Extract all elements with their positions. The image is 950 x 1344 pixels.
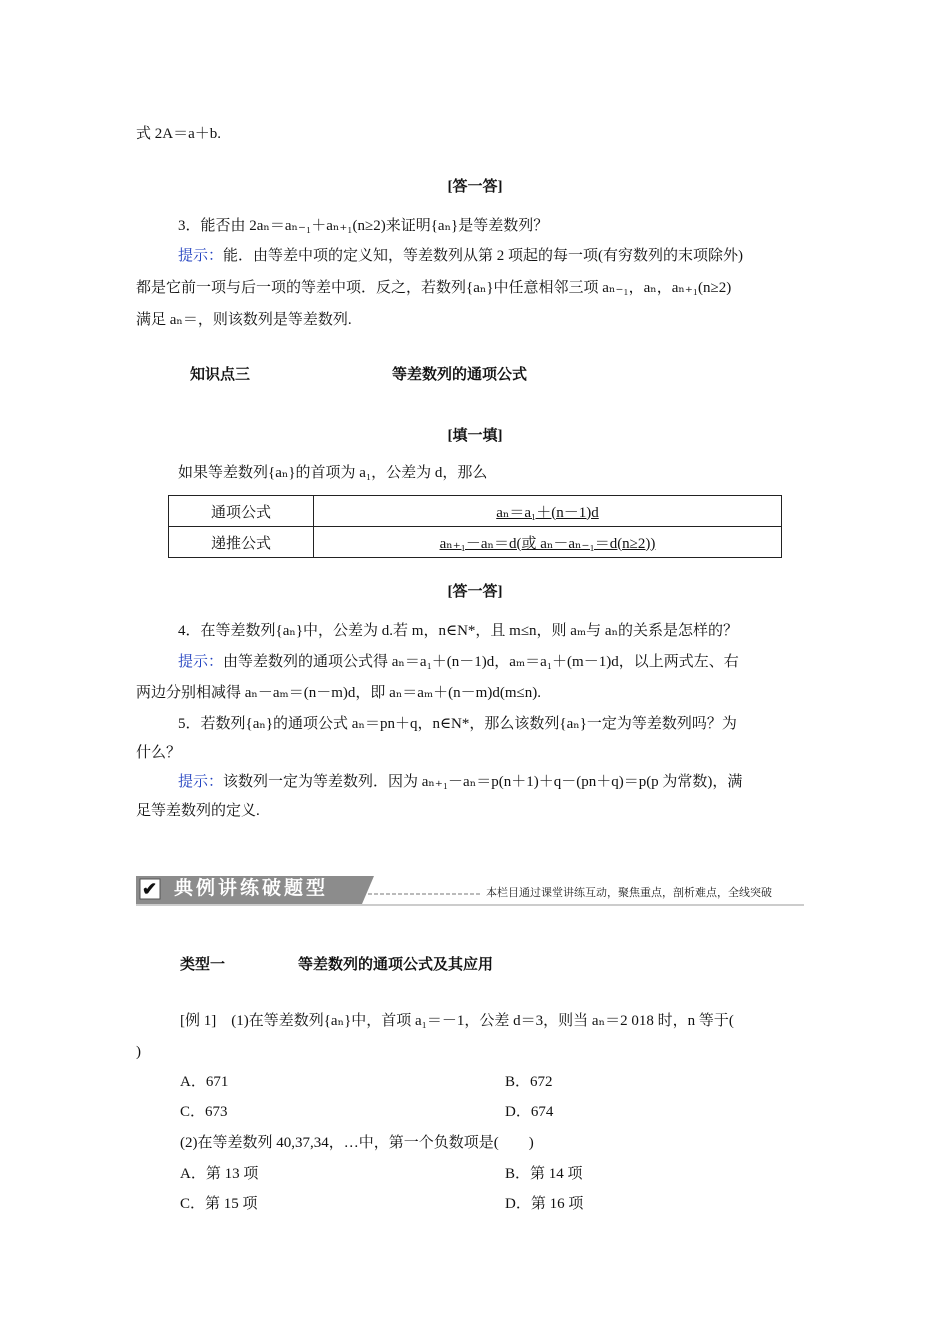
question-4: 4．在等差数列{aₙ}中，公差为 d.若 m，n∈N*，且 m≤n，则 aₘ与 aₙ的关系是怎样的？ bbox=[178, 623, 739, 639]
option-b: B．第 14 项 bbox=[505, 1166, 583, 1182]
fill-intro: 如果等差数列{aₙ}的首项为 a₁，公差为 d，那么 bbox=[178, 465, 488, 481]
knowledge-point-title: 等差数列的通项公式 bbox=[392, 366, 528, 383]
continued-text: 式 2A＝a＋b. bbox=[136, 126, 221, 142]
option-c: C．第 15 项 bbox=[180, 1196, 258, 1212]
type-label: 类型一 bbox=[180, 956, 226, 973]
knowledge-point-label: 知识点三 bbox=[190, 366, 251, 383]
table-row bbox=[169, 496, 782, 527]
formula-value: aₙ＝a₁＋(n－1)d bbox=[314, 496, 782, 527]
hint-label: 提示： bbox=[178, 248, 224, 264]
banner-subtitle: 本栏目通过课堂讲练互动，聚焦重点，剖析难点，全线突破 bbox=[486, 887, 772, 899]
option-a: A．第 13 项 bbox=[180, 1166, 259, 1182]
option-b: B．672 bbox=[505, 1074, 553, 1090]
hint-5-line-2: 足等差数列的定义. bbox=[136, 803, 260, 819]
type-title: 等差数列的通项公式及其应用 bbox=[298, 956, 494, 973]
hint-3-line-1: 提示：能．由等差中项的定义知，等差数列从第 2 项起的每一项(有穷数列的末项除外) bbox=[178, 248, 744, 264]
section-heading-answer: [答一答] bbox=[447, 179, 503, 195]
hint-label: 提示： bbox=[178, 654, 224, 670]
formula-value: aₙ₊₁－aₙ＝d(或 aₙ－aₙ₋₁＝d(n≥2)) bbox=[314, 527, 782, 558]
hint-label: 提示： bbox=[178, 774, 224, 790]
example-1-line-2: ) bbox=[136, 1044, 141, 1060]
option-d: D．674 bbox=[505, 1104, 554, 1120]
question-5-line-2: 什么？ bbox=[136, 745, 182, 761]
option-d: D．第 16 项 bbox=[505, 1196, 584, 1212]
banner-title: 典例讲练破题型 bbox=[174, 878, 329, 899]
option-c: C．673 bbox=[180, 1104, 228, 1120]
section-heading-fill: [填一填] bbox=[447, 428, 503, 444]
question-3: 3．能否由 2aₙ＝aₙ₋₁＋aₙ₊₁(n≥2)来证明{aₙ}是等差数列？ bbox=[178, 218, 549, 234]
hint-4-line-2: 两边分别相减得 aₙ－aₘ＝(n－m)d，即 aₙ＝aₘ＋(n－m)d(m≤n). bbox=[136, 685, 541, 701]
hint-5-line-1: 提示：该数列一定为等差数列．因为 aₙ₊₁－aₙ＝p(n＋1)＋q－(pn＋q)＝p(p 为常数)，满 bbox=[178, 774, 743, 790]
formula-table bbox=[168, 495, 782, 558]
section-heading-answer: [答一答] bbox=[447, 584, 503, 600]
table-row bbox=[169, 527, 782, 558]
hint-3-line-3: 满足 aₙ＝，则该数列是等差数列. bbox=[136, 312, 352, 328]
example-1-line-1: [例 1] (1)在等差数列{aₙ}中，首项 a₁＝－1，公差 d＝3，则当 aₙ＝2 018 时，n 等于( bbox=[180, 1013, 734, 1029]
option-a: A．671 bbox=[180, 1074, 229, 1090]
example-1-part-2: (2)在等差数列 40,37,34，…中，第一个负数项是( ) bbox=[180, 1135, 534, 1151]
check-icon: ✔ bbox=[142, 879, 158, 899]
question-5-line-1: 5．若数列{aₙ}的通项公式 aₙ＝pn＋q，n∈N*，那么该数列{aₙ}一定为等差数列吗？为 bbox=[178, 716, 737, 732]
formula-name: 通项公式 bbox=[169, 496, 314, 527]
hint-3-line-2: 都是它前一项与后一项的等差中项．反之，若数列{aₙ}中任意相邻三项 aₙ₋₁，aₙ，aₙ₊₁(n≥2) bbox=[136, 280, 732, 296]
formula-name: 递推公式 bbox=[169, 527, 314, 558]
hint-4-line-1: 提示：由等差数列的通项公式得 aₙ＝a₁＋(n－1)d，aₘ＝a₁＋(m－1)d，以上两式左、右 bbox=[178, 654, 739, 670]
section-banner bbox=[136, 873, 804, 907]
